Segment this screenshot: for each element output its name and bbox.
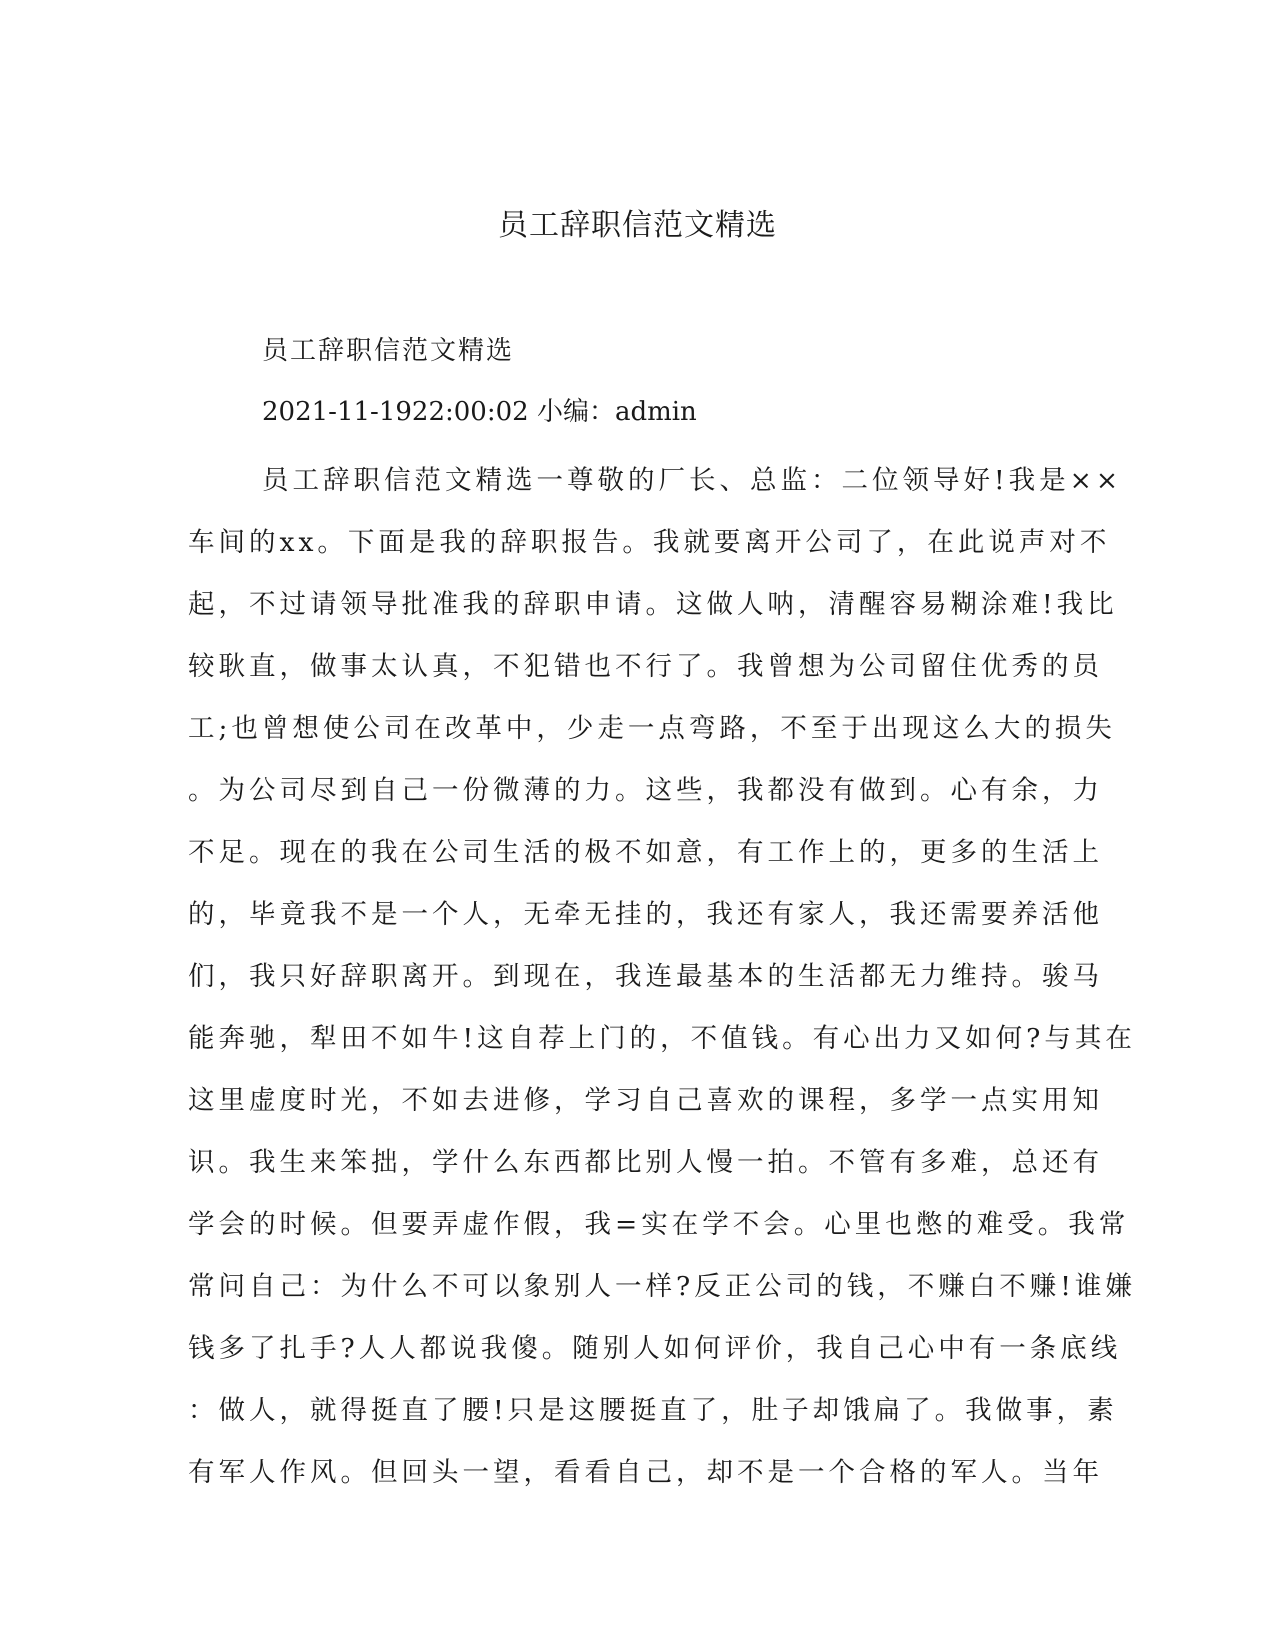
body-line: 有军人作风。但回头一望，看看自己，却不是一个合格的军人。当年 xyxy=(188,1457,1103,1488)
body-line: 员工辞职信范文精选一尊敬的厂长、总监：二位领导好!我是×× xyxy=(262,465,1123,496)
document-title: 员工辞职信范文精选 xyxy=(498,208,777,243)
document-subtitle: 员工辞职信范文精选 xyxy=(262,336,515,366)
body-line: 钱多了扎手?人人都说我傻。随别人如何评价，我自己心中有一条底线 xyxy=(188,1333,1122,1364)
document-body xyxy=(188,450,1136,1504)
body-line: 们，我只好辞职离开。到现在，我连最基本的生活都无力维持。骏马 xyxy=(188,961,1103,992)
body-line: 常问自己：为什么不可以象别人一样?反正公司的钱，不赚白不赚!谁嫌 xyxy=(188,1271,1136,1302)
body-line: 识。我生来笨拙，学什么东西都比别人慢一拍。不管有多难，总还有 xyxy=(188,1147,1103,1178)
body-line: 较耿直，做事太认真，不犯错也不行了。我曾想为公司留住优秀的员 xyxy=(188,651,1103,682)
body-line: 。为公司尽到自己一份微薄的力。这些，我都没有做到。心有余，力 xyxy=(188,775,1103,806)
body-line: 起，不过请领导批准我的辞职申请。这做人呐，清醒容易糊涂难!我比 xyxy=(188,589,1118,620)
body-line: ：做人，就得挺直了腰!只是这腰挺直了，肚子却饿扁了。我做事，素 xyxy=(188,1395,1118,1426)
body-line: 车间的xx。下面是我的辞职报告。我就要离开公司了，在此说声对不 xyxy=(188,527,1111,558)
body-line: 工;也曾想使公司在改革中，少走一点弯路，不至于出现这么大的损失 xyxy=(188,713,1116,744)
document-meta: 2021-11-1922:00:02 小编：admin xyxy=(262,397,697,427)
body-line: 学会的时候。但要弄虚作假，我=实在学不会。心里也憋的难受。我常 xyxy=(188,1209,1130,1240)
body-line: 的，毕竟我不是一个人，无牵无挂的，我还有家人，我还需要养活他 xyxy=(188,899,1103,930)
body-line: 能奔驰，犁田不如牛!这自荐上门的，不值钱。有心出力又如何?与其在 xyxy=(188,1023,1136,1054)
body-line: 这里虚度时光，不如去进修，学习自己喜欢的课程，多学一点实用知 xyxy=(188,1085,1103,1116)
body-line: 不足。现在的我在公司生活的极不如意，有工作上的，更多的生活上 xyxy=(188,837,1103,868)
